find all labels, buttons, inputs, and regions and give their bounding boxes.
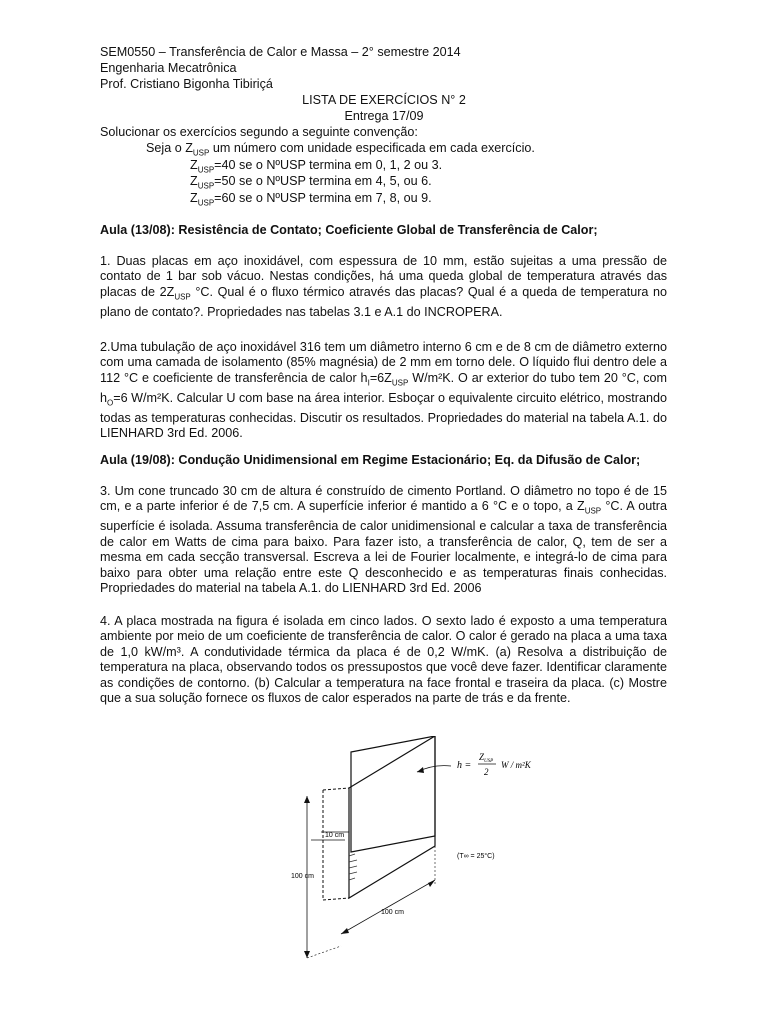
due-date: Entrega 17/09 [344, 109, 424, 123]
program-name: Engenharia Mecatrônica [100, 61, 237, 75]
course-title: SEM0550 – Transferência de Calor e Massa – 2° semestre 2014 [100, 45, 461, 59]
plate-back-face [351, 736, 435, 852]
professor-name: Prof. Cristiano Bigonha Tibiriçá [100, 77, 273, 91]
convention-rule: $Z_{USP}=60$ se o NºUSP termina em 7, 8, ou 9. [190, 191, 432, 208]
h-denominator: 2 [484, 767, 489, 777]
convention-definition: Seja o $Z_{USP}$ um número com unidade especificada em cada exercício. [146, 141, 535, 158]
h-numerator: $Z_{USP}$ [479, 752, 494, 764]
thickness-label: 10 cm [325, 832, 345, 839]
height-label: 100 cm [291, 873, 314, 880]
plate-front-face [349, 736, 435, 898]
plate-figure [285, 736, 545, 1016]
section-heading: Aula (13/08): Resistência de Contato; Coeficiente Global de Transferência de Calor; [100, 223, 598, 237]
exercise-3: 3. Um cone truncado 30 cm de altura é construído de cimento Portland. O diâmetro no topo é de 15 cm, e a parte inferior é de 7,5 cm. A superfície inferior é mantido a 6 °C e o topo, a $Z_{USP}$ °C. A outra superfície é isolada. Assuma transferência de calor unidimensional e calcular a taxa de transferência de calor em Watts de cima para baixo. Para fazer isto, a transferência de calor, Q, tem de ser a mesma em cada secção transversal. Escreva a lei de Fourier localmente, e integrá-lo de cima para baixo para obter uma relação entre este Q desconhecido e as temperaturas finais conhecidas. Propriedades do material na tabela A.1. do LIENHARD 3rd Ed. 2006 [100, 484, 668, 595]
convention-rule: $Z_{USP}=40$ se o NºUSP termina em 0, 1, 2 ou 3. [190, 158, 443, 175]
exercise-4: 4. A placa mostrada na figura é isolada em cinco lados. O sexto lado é exposto a uma temperatura ambiente por meio de um coeficiente de transferência de calor. O calor é gerado na placa a uma taxa de 1,0 kW/m³. A condutividade térmica da placa é de 0,2 W/mK. (a) Resolva a distribuição de temperatura na placa, observando todos os pressupostos que você deve fazer. Identificar claramente as condições de contorno. (b) Calcular a temperatura na face frontal e traseira da placa. (c) Mostre que a sua solução fornece os fluxos de calor esperados na parte de trás e da frente. [100, 614, 667, 706]
width-dimension [341, 880, 435, 934]
convention-intro: Solucionar os exercícios segundo a seguinte convenção: [100, 125, 418, 139]
ambient-temperature: (T∞ = 25°C) [457, 853, 495, 860]
list-title: LISTA DE EXERCÍCIOS N° 2 [302, 93, 466, 107]
edge-hatching [349, 854, 357, 880]
convention-rule: $Z_{USP}=50$ se o NºUSP termina em 4, 5, ou 6. [190, 174, 432, 191]
section-heading: Aula (19/08): Condução Unidimensional em Regime Estacionário; Eq. da Difusão de Calor; [100, 453, 641, 467]
width-label: 100 cm [381, 909, 404, 916]
exercise-1: 1. Duas placas em aço inoxidável, com espessura de 10 mm, estão sujeitas a uma pressão de contato de 1 bar sob vácuo. Nestas condições, há uma queda global de temperatura através das placas de $2Z_{USP}$ °C. Qual é o fluxo térmico através das placas? Qual é a queda de temperatura no plano de contato?. Propriedades nas tabelas 3.1 e A.1 do INCROPERA. [100, 254, 668, 319]
h-label: h = [457, 760, 472, 771]
exercise-2: 2.Uma tubulação de aço inoxidável 316 tem um diâmetro interno 6 cm e de 8 cm de diâmetro externo com uma camada de isolamento (85% magnésia) de 2 mm em torno dele. O líquido flui dentro dele a 112 °C e coeficiente de transferência de calor $h_I=6Z_{USP}$ W/m²K. O ar exterior do tubo tem 20 °C, com $h_O=6$ W/m²K. Calcular U com base na área interior. Esboçar o equivalente circuito elétrico, mostrando todas as temperaturas conhecidas. Discutir os resultados. Propriedades do material na tabela A.1. do LIENHARD 3rd Ed. 2006. [100, 340, 668, 441]
h-units: W / m²K [501, 760, 531, 770]
